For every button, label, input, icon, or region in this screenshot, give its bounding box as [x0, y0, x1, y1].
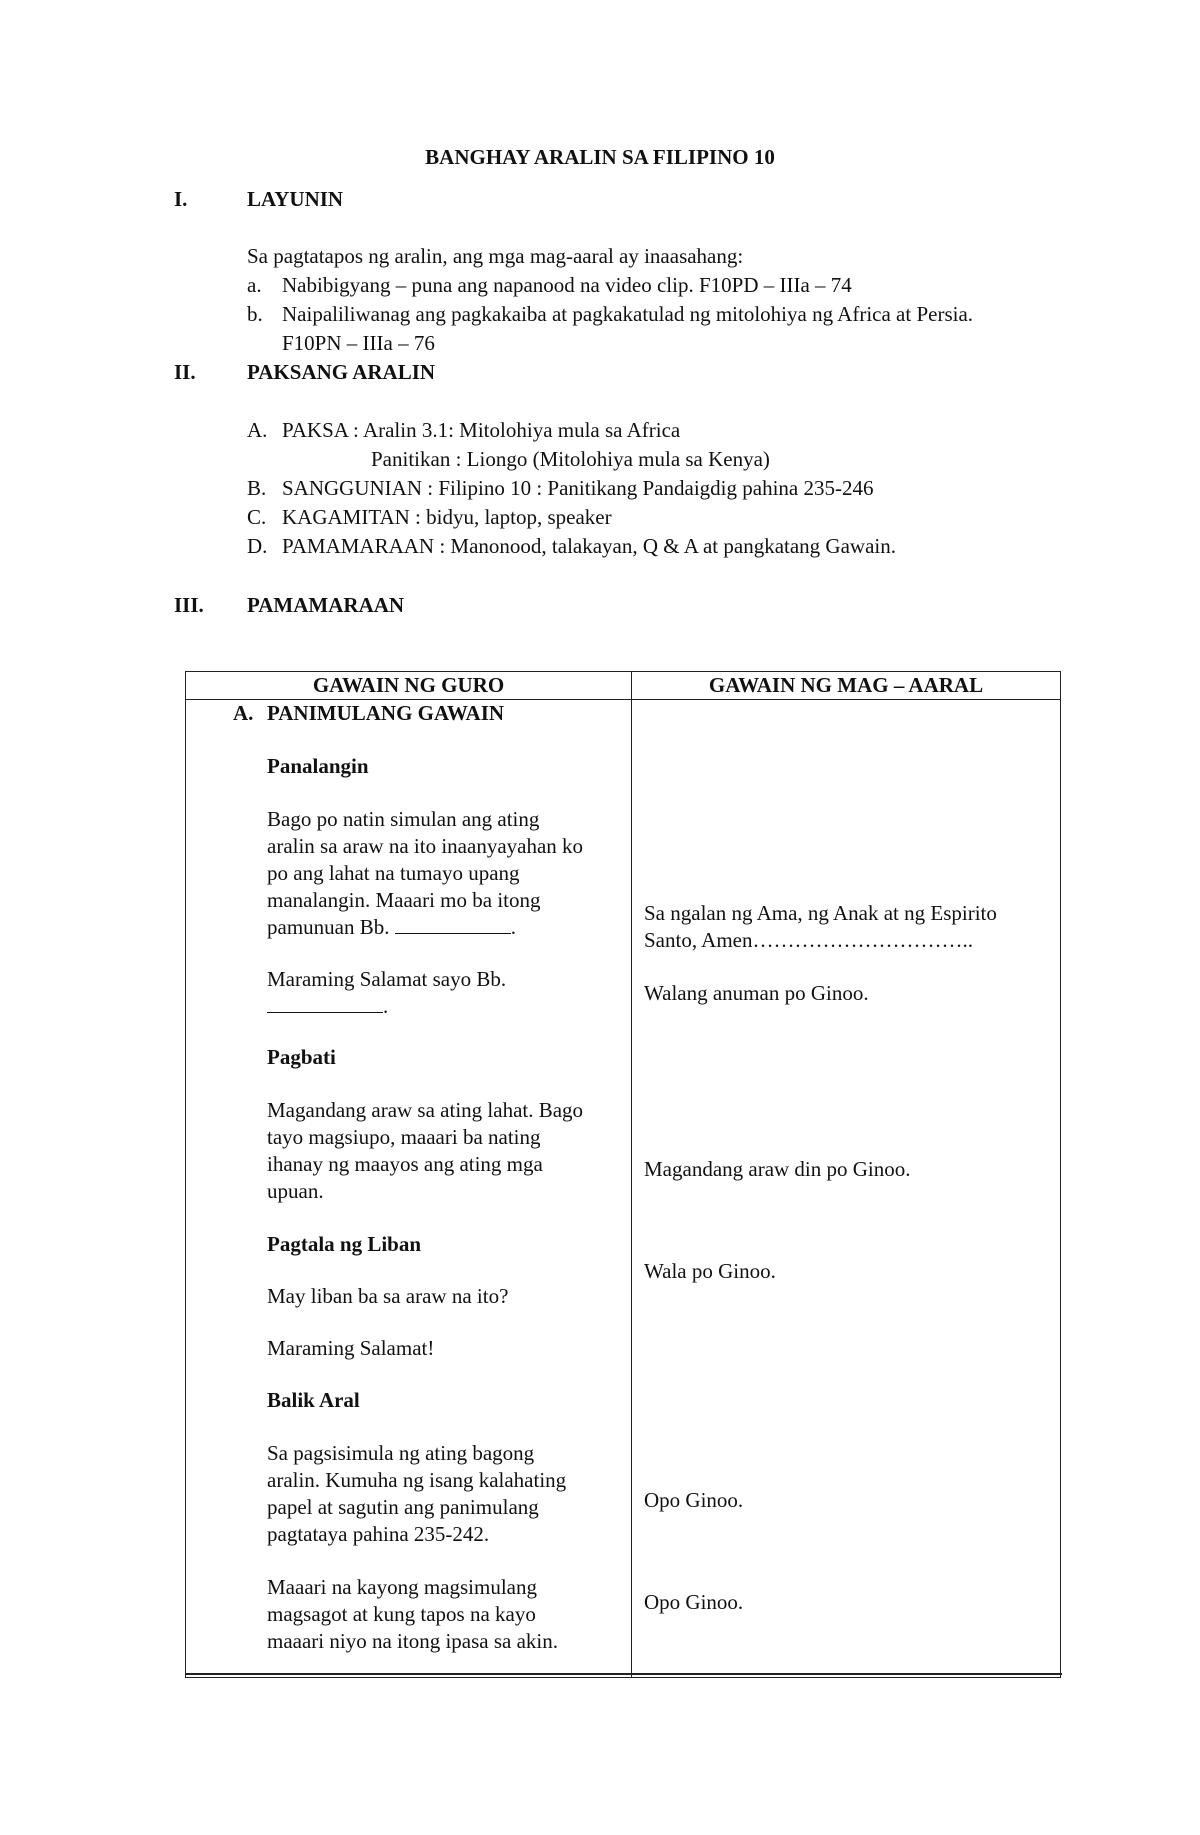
name-blank-line [395, 915, 511, 934]
student-response: Opo Ginoo. [644, 1590, 744, 1614]
panalangin-text: manalangin. Maaari mo ba itong [267, 888, 541, 912]
paksa-item-label: B. [247, 476, 267, 500]
student-response: Wala po Ginoo. [644, 1259, 776, 1283]
student-response: Opo Ginoo. [644, 1488, 744, 1512]
column-header-mag-aaral: GAWAIN NG MAG – AARAL [632, 672, 1061, 700]
student-response: Santo, Amen………………………….. [644, 928, 973, 952]
layunin-item-label: a. [247, 273, 262, 297]
lesson-table [185, 671, 1061, 1678]
layunin-item-label: b. [247, 302, 263, 326]
section-numeral-pamamaraan: III. [174, 593, 204, 617]
pagbati-text: ihanay ng maayos ang ating mga [267, 1152, 543, 1176]
pagbati-text: upuan. [267, 1179, 324, 1203]
name-blank-line [267, 994, 383, 1013]
balik-aral-heading: Balik Aral [267, 1388, 360, 1412]
paksa-item-text: PAKSA : Aralin 3.1: Mitolohiya mula sa Africa [282, 418, 681, 442]
pagtala-heading: Pagtala ng Liban [267, 1232, 422, 1256]
section-heading-layunin: LAYUNIN [247, 187, 344, 211]
pagbati-text: Magandang araw sa ating lahat. Bago [267, 1098, 584, 1122]
panalangin-text: Bago po natin simulan ang ating [267, 807, 540, 831]
layunin-item-text-continued: F10PN – IIIa – 76 [282, 331, 435, 355]
period: . [510, 915, 516, 939]
paksa-item-text: SANGGUNIAN : Filipino 10 : Panitikang Pandaigdig pahina 235-246 [282, 476, 874, 500]
maaari-text: magsagot at kung tapos na kayo [267, 1602, 536, 1626]
layunin-item-text: Nabibigyang – puna ang napanood na video clip. F10PD – IIIa – 74 [282, 273, 852, 297]
maaari-text: maaari niyo na itong ipasa sa akin. [267, 1629, 558, 1653]
section-label: A. [233, 701, 254, 725]
balik-aral-text: Sa pagsisimula ng ating bagong [267, 1441, 535, 1465]
balik-aral-text: pagtataya pahina 235-242. [267, 1522, 490, 1546]
pagbati-text: tayo magsiupo, maaari ba nating [267, 1125, 541, 1149]
paksa-item-text: PAMAMARAAN : Manonood, talakayan, Q & A at pangkatang Gawain. [282, 534, 896, 558]
mag-aaral-cell [632, 700, 1061, 1678]
panalangin-text: aralin sa araw na ito inaanyayahan ko [267, 834, 584, 858]
table-header-row [186, 672, 1061, 700]
period: . [383, 994, 389, 1018]
maaari-text: Maaari na kayong magsimulang [267, 1575, 538, 1599]
salamat-blank-row [267, 993, 388, 1020]
pagtala-text: May liban ba sa araw na ito? [267, 1284, 509, 1308]
guro-cell [186, 700, 632, 1678]
paksa-item-label: C. [247, 505, 267, 529]
paksa-item-text: KAGAMITAN : bidyu, laptop, speaker [282, 505, 612, 529]
balik-aral-text: aralin. Kumuha ng isang kalahating [267, 1468, 567, 1492]
document-title: BANGHAY ARALIN SA FILIPINO 10 [425, 145, 775, 169]
pagtala-thanks: Maraming Salamat! [267, 1336, 435, 1360]
table-bottom-border [185, 1673, 1062, 1675]
balik-aral-text: papel at sagutin ang panimulang [267, 1495, 539, 1519]
paksa-item-label: D. [247, 534, 268, 558]
paksa-item-subtext: Panitikan : Liongo (Mitolohiya mula sa Kenya) [371, 447, 770, 471]
panalangin-text-with-blank [267, 914, 516, 941]
panalangin-text: pamunuan Bb. [267, 915, 390, 939]
paksa-item-label: A. [247, 418, 268, 442]
table-row [186, 700, 1061, 1678]
panalangin-heading: Panalangin [267, 754, 369, 778]
section-heading-pamamaraan: PAMAMARAAN [247, 593, 405, 617]
layunin-item-text: Naipaliliwanag ang pagkakaiba at pagkakatulad ng mitolohiya ng Africa at Persia. [282, 302, 974, 326]
column-header-guro: GAWAIN NG GURO [186, 672, 632, 700]
layunin-intro: Sa pagtatapos ng aralin, ang mga mag-aaral ay inaasahang: [247, 244, 744, 268]
salamat-text: Maraming Salamat sayo Bb. [267, 967, 507, 991]
student-response: Sa ngalan ng Ama, ng Anak at ng Espirito [644, 901, 997, 925]
section-numeral-paksang-aralin: II. [174, 360, 196, 384]
student-response: Magandang araw din po Ginoo. [644, 1157, 911, 1181]
section-numeral-layunin: I. [174, 187, 188, 211]
student-response: Walang anuman po Ginoo. [644, 981, 869, 1005]
section-heading-paksang-aralin: PAKSANG ARALIN [247, 360, 436, 384]
section-title: PANIMULANG GAWAIN [267, 701, 505, 725]
panalangin-text: po ang lahat na tumayo upang [267, 861, 520, 885]
pagbati-heading: Pagbati [267, 1045, 336, 1069]
